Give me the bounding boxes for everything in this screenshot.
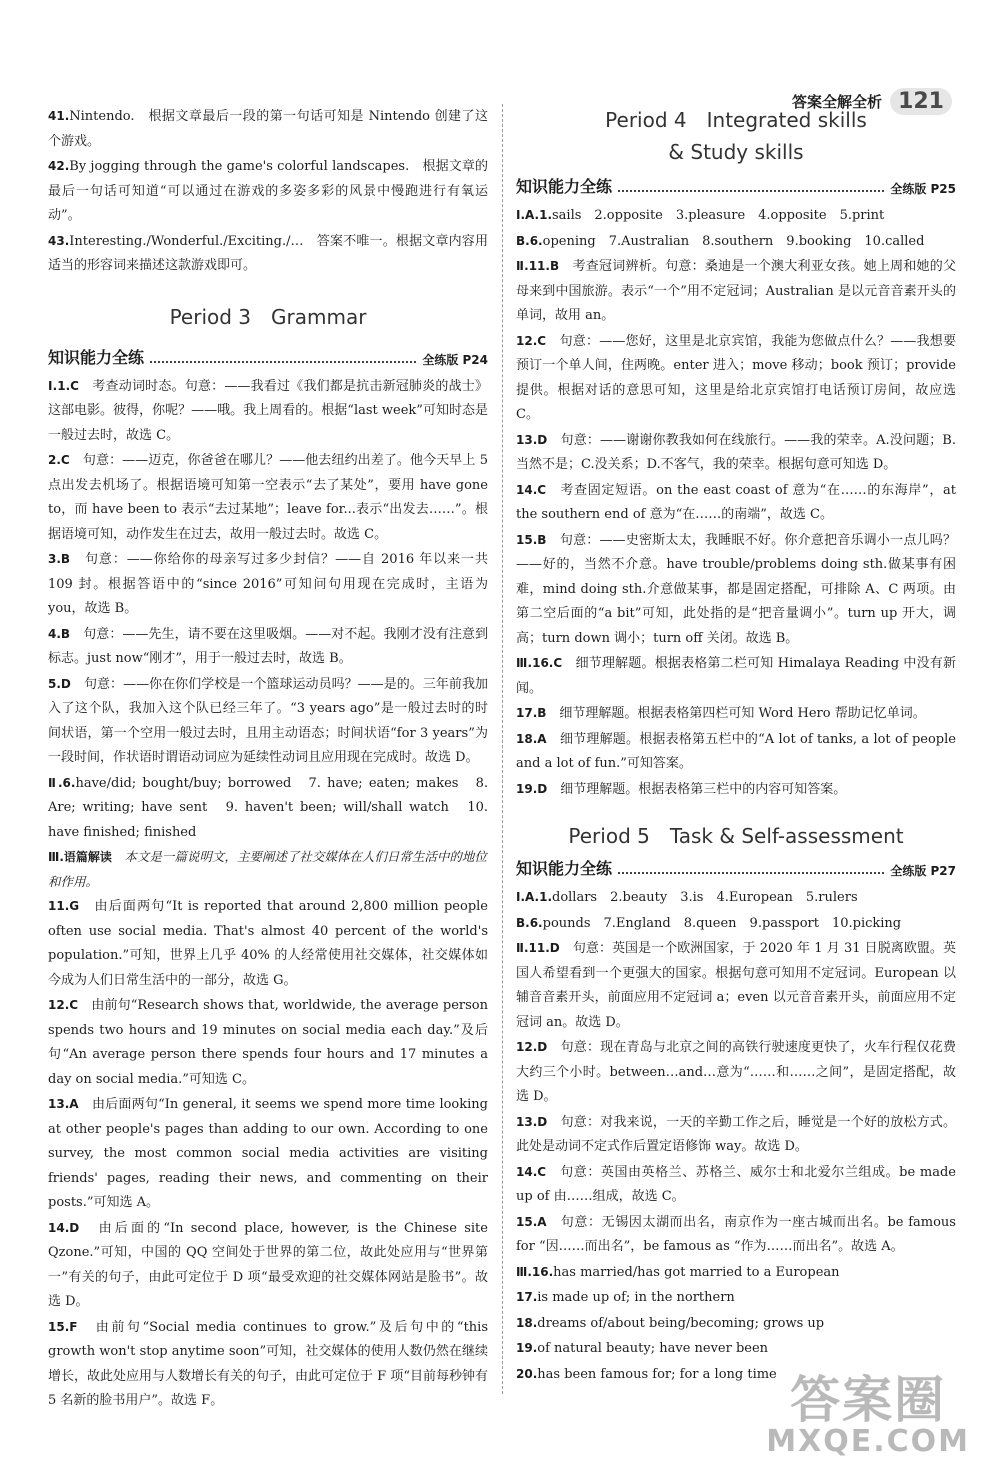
answer-item: 14.D 由后面的“In second place, however, is the Chinese site Qzone.”可知，中国的 QQ 空间处于世界的第二位，故此处应用与“世界第一”有关的句子，由此可定位于 D 项“最受欢迎的社交媒体网站是脸书”。故选 D。 — [48, 1220, 488, 1309]
answer-item: 19.D 细节理解题。根据表格第三栏中的内容可知答案。 — [516, 781, 847, 797]
answer-item: 4.B 句意：——先生，请不要在这里吸烟。——对不起。我刚才没有注意到标志。just now“刚才”，用于一般过去时，故选 B。 — [48, 626, 488, 666]
section-label: 知识能力全练 — [516, 859, 613, 878]
page-number: 121 — [890, 88, 952, 115]
dotted-leader — [618, 190, 884, 192]
answer-item: 17.B 细节理解题。根据表格第四栏可知 Word Hero 帮助记忆单词。 — [516, 706, 926, 721]
answer-item: 15.F 由前句“Social media continues to grow.”及后句中的“this growth won't stop anytime soon”可知，社交媒体的使用人数仍然在继续增长，故此处应用与人数增长有关的句子，由此可定位于 F 项“目前每秒钟有 5 名新的脸书用户”。故选 F。 — [48, 1319, 488, 1408]
reading-intro: Ⅲ.语篇解读 本文是一篇说明文，主要阐述了社交媒体在人们日常生活中的地位和作用。 — [48, 849, 487, 889]
answer-item: 41.Nintendo. 根据文章最后一段的第一句话可知是 Nintendo 创建了这个游戏。 — [48, 109, 488, 149]
answer-item: 14.C 考查固定短语。on the east coast of 意为“在……的东海岸”，at the southern end of 意为“在……的南端”，故选 C。 — [516, 482, 956, 522]
page-ref: 全练版 P25 — [890, 182, 956, 196]
answer-item: Ⅱ.11.D 句意：英国是一个欧洲国家，于 2020 年 1 月 31 日脱离欧盟。英国人希望看到一个更强大的国家。根据句意可知用不定冠词。European 以辅音音素开头，前面应用不定冠词 a；even 以元音音素开头，前面应用不定冠词 an。故选 D。 — [516, 941, 956, 1030]
answer-item: Ⅲ.16.has married/has got married to a European — [516, 1264, 840, 1280]
answer-item: 13.A 由后面两句“In general, it seems we spend more time looking at other people's pages than adding to our own. According to one survey, the most common social media activities are visiting friends' pages, reading their news, and commenting on their posts.”可知选 A。 — [48, 1097, 488, 1210]
answer-item: B.6.pounds 7.England 8.queen 9.passport 10.picking — [516, 915, 902, 931]
left-column — [48, 104, 488, 1414]
answer-item: 12.C 句意：——您好，这里是北京宾馆，我能为您做点什么？——我想要预订一个单人间，住两晚。enter 进入；move 移动；book 预订；provide 提供。根据对话的意思可知，这里是给北京宾馆打电话预订房间，故应选 C。 — [516, 333, 956, 422]
section-label: 知识能力全练 — [48, 347, 145, 367]
period5-section-bar — [516, 856, 956, 879]
answer-item: 17.is made up of; in the northern — [516, 1290, 735, 1305]
left-top-answers — [48, 104, 488, 279]
period4-section-bar — [516, 174, 956, 197]
dotted-leader — [150, 361, 416, 363]
watermark-logo — [766, 1371, 970, 1459]
column-divider — [502, 104, 503, 1394]
answer-item: 13.D 句意：——谢谢你教我如何在线旅行。——我的荣幸。A.没问题；B.当然不是；C.没关系；D.不客气，我的荣幸。根据句意可知选 D。 — [516, 432, 956, 472]
page-ref: 全练版 P24 — [422, 352, 488, 367]
answer-item: 13.D 句意：对我来说，一天的辛勤工作之后，睡觉是一个好的放松方式。此处是动词不定式作后置定语修饰 way。故选 D。 — [516, 1114, 956, 1154]
answer-item: 11.G 由后面两句“It is reported that around 2,800 million people often use social media. That's almost 40 percent of the world's population.”可知，世界上几乎 40% 的人经常使用社交媒体，社交媒体如今成为人们日常生活中的一部分，故选 G。 — [48, 899, 488, 988]
answer-item: Ⅰ.A.1.sails 2.opposite 3.pleasure 4.opposite 5.print — [516, 208, 885, 223]
answer-item: Ⅲ.16.C 细节理解题。根据表格第二栏可知 Himalaya Reading 中没有新闻。 — [516, 656, 956, 696]
dotted-leader — [618, 872, 884, 874]
answer-item: 3.B 句意：——你给你的母亲写过多少封信？——自 2016 年以来一共 109 封。根据答语中的“since 2016”可知问句用现在完成时，主语为 you，故选 B。 — [48, 552, 488, 616]
period4-title-line2: & Study skills — [668, 140, 804, 164]
answer-item: 18.A 细节理解题。根据表格第五栏中的“A lot of tanks, a lot of people and a lot of fun.”可知答案。 — [516, 731, 956, 771]
period5-title: Period 5 Task & Self-assessment — [568, 824, 904, 848]
answer-item: 42.By jogging through the game's colorful landscapes. 根据文章的最后一句话可知道“可以通过在游戏的多姿多彩的风景中慢跑进行有氧运动”。 — [48, 159, 488, 223]
answer-item: 15.B 句意：——史密斯太太，我睡眠不好。你介意把音乐调小一点儿吗？——好的，当然不介意。have trouble/problems doing sth.做某事有困难，mind doing sth.介意做某事，都是固定搭配，可排除 A、C 两项。由第二空后面的“a bit”可知，此处指的是“把音量调小”。turn up 开大，调高；turn down 调小；turn off 关闭。故选 B。 — [516, 532, 956, 646]
page-ref: 全练版 P27 — [890, 864, 956, 878]
answer-item: 43.Interesting./Wonderful./Exciting./… 答案不唯一。根据文章内容用适当的形容词来描述这款游戏即可。 — [48, 233, 488, 273]
answer-item: 19.of natural beauty; have never been — [516, 1341, 769, 1356]
header-title: 答案全解全析 — [792, 93, 883, 111]
period3-title: Period 3 Grammar — [169, 304, 367, 329]
answer-item: B.6.opening 7.Australian 8.southern 9.booking 10.called — [516, 233, 925, 249]
watermark-line1: 答案圈 — [790, 1371, 947, 1429]
period4-title-line1: Period 4 Integrated skills — [605, 108, 867, 132]
answer-item: 2.C 句意：——迈克，你爸爸在哪儿？——他去纽约出差了。他今天早上 5 点出发去机场了。根据语境可知第一空表示“去了某处”，要用 have gone to，而 have been to 表示“去过某地”；leave for...表示“出发去……”。根据语境可知，动作发生在过去，故用一般过去时。故选 C。 — [48, 453, 488, 542]
answer-item: Ⅱ.11.B 考查冠词辨析。句意：桑迪是一个澳大利亚女孩。她上周和她的父母来到中国旅游。表示“一个”用不定冠词；Australian 是以元音音素开头的单词，故用 an。 — [516, 259, 956, 323]
section-label: 知识能力全练 — [516, 177, 613, 196]
answer-item: 15.A 句意：无锡因太湖而出名，南京作为一座古城而出名。be famous for “因……而出名”，be famous as “作为……而出名”。故选 A。 — [516, 1214, 956, 1254]
right-column — [516, 104, 956, 1387]
answer-item: 18.dreams of/about being/becoming; grows up — [516, 1315, 825, 1331]
answer-item: 12.C 由前句“Research shows that, worldwide, the average person spends two hours and 19 minutes on social media each day.”及后句“An average person there spends four hours and 17 minutes a day on social media.”可知选 C。 — [48, 998, 488, 1087]
answer-item: 20.has been famous for; for a long time — [516, 1366, 777, 1382]
answer-item: 14.C 句意：英国由英格兰、苏格兰、威尔士和北爱尔兰组成。be made up of 由……组成，故选 C。 — [516, 1164, 956, 1204]
answer-item: Ⅱ.6.have/did; bought/buy; borrowed 7. have; eaten; makes 8. Are; writing; have sent 9. haven't been; will/shall watch 10. have finished; finished — [48, 775, 489, 840]
answer-item: Ⅰ.1.C 考查动词时态。句意：——我看过《我们都是抗击新冠肺炎的战士》这部电影。彼得，你呢？——哦。我上周看的。根据“last week”可知时态是一般过去时，故选 C。 — [48, 378, 488, 443]
answer-item: 5.D 句意：——你在你们学校是一个篮球运动员吗？——是的。三年前我加入了这个队，我加入这个队已经三年了。“3 years ago”是一般过去时的时间状语，第一个空用一般过去时，且用主动语态；时间状语“for 3 years”为一段时间，作状语时谓语动词应为延续性动词且应用现在完成时。故选 D。 — [48, 676, 488, 765]
period3-section-bar — [48, 345, 488, 368]
answer-item: 12.D 句意：现在青岛与北京之间的高铁行驶速度更快了，火车行程仅花费大约三个小时。between…and…意为“……和……之间”，是固定搭配，故选 D。 — [516, 1040, 956, 1104]
period5-answers — [516, 885, 956, 1387]
answer-item: Ⅰ.A.1.dollars 2.beauty 3.is 4.European 5.rulers — [516, 890, 858, 905]
period4-answers — [516, 203, 956, 802]
watermark-line2: MXQE.COM — [766, 1424, 970, 1459]
period3-answers — [48, 374, 488, 1414]
